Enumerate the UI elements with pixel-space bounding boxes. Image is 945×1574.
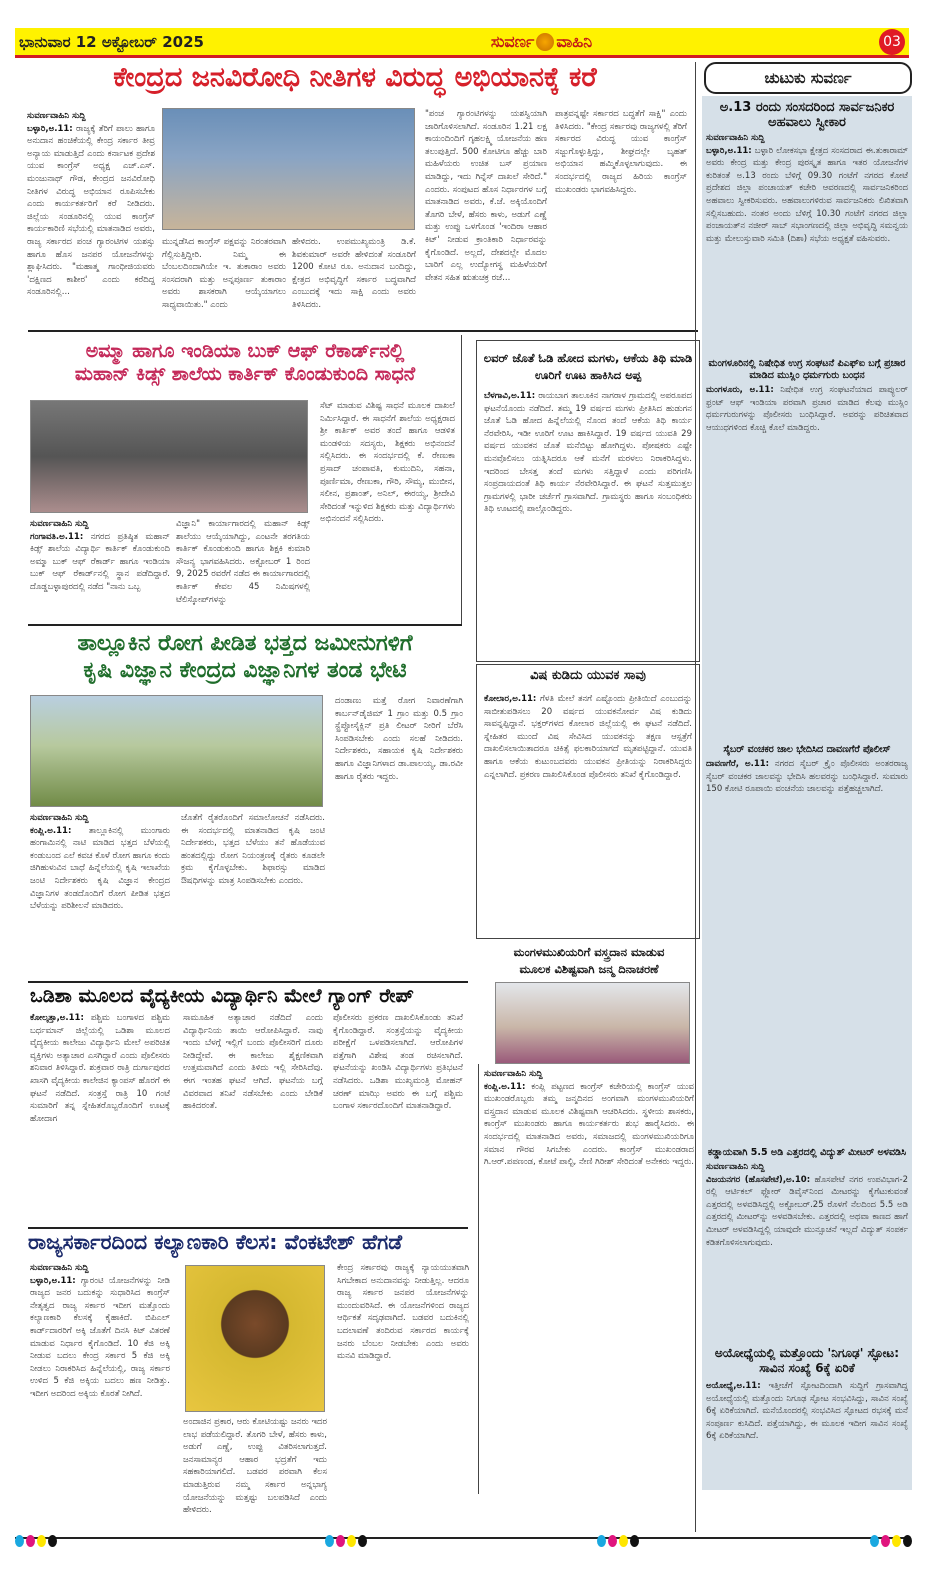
birthday-byline: ಸುವರ್ಣವಾಹಿನಿ ಸುದ್ದಿ bbox=[484, 1069, 543, 1079]
paddy-col-3: ದಂಡಾಣು ಮತ್ತೆ ರೋಗ ನಿವಾರಣೆಗಾಗಿ ಕಾರ್ಬನ್‌ಡೈಜಿಮ್ 1 ಗ್ರಾಂ ಮತ್ತು 0.5 ಗ್ರಾಂ ಸ್ಟ್ರೆಪ್ಟೋಸೈಕ್ಲಿನ್ ಪ್ರತಿ ಲೀಟರ್ ನೀರಿಗೆ ಬೆರೆಸಿ ಸಿಂಪಡಿಸಬೇಕು ಎಂದು ಸಲಹೆ ನೀಡಿದರು. ನಿರ್ದೇಶಕರು, ಸಹಾಯಕ ಕೃಷಿ ನಿರ್ದೇಶಕರು ಹಾಗೂ ವಿಜ್ಞಾನಿಗಳಾದ ಡಾ.ಪಾಲಯ್ಯ, ಡಾ.ರವೀ ಹಾಗೂ ರೈತರು ಇದ್ದರು. bbox=[335, 696, 463, 782]
birthday-headline-line-1: ಮಂಗಳಮುಖಿಯರಿಗೆ ವಸ್ತ್ರದಾನ ಮಾಡುವ bbox=[513, 945, 665, 959]
sidebar-story-3-body: ನಗರದ ಸೈಬರ್ ಕ್ರೈಂ ಪೊಲೀಸರು ಅಂತರರಾಜ್ಯ ಸೈಬರ್ ವಂಚಕರ ಜಾಲವನ್ನು ಭೇದಿಸಿ ಹಲವರನ್ನು ಬಂಧಿಸಿದ್ದಾರೆ. ಸುಮಾರು 150 ಕೋಟಿ ರೂಪಾಯಿ ವಂಚನೆಯ ಜಾಲವನ್ನು ಪತ್ತೆಹಚ್ಚಲಾಗಿದೆ. bbox=[706, 759, 908, 795]
odisha-headline: ಒಡಿಶಾ ಮೂಲದ ವೈದ್ಯಕೀಯ ವಿದ್ಯಾರ್ಥಿನಿ ಮೇಲೆ ಗ್ಯಾಂಗ್ ರೇಪ್ bbox=[30, 985, 414, 1007]
odisha-col-2: ಸಾಮೂಹಿಕ ಅತ್ಯಾಚಾರ ನಡೆದಿದೆ ಎಂದು ವಿದ್ಯಾರ್ಥಿನಿಯ ತಾಯಿ ಆರೋಪಿಸಿದ್ದಾರೆ. ನಾವು ಇಂದು ಬೆಳಗ್ಗೆ ಇಲ್ಲಿಗೆ ಬಂದು ಪೊಲೀಸರಿಗೆ ದೂರು ನೀಡಿದ್ದೇವೆ. ಈ ಕಾಲೇಜು ಶೈಕ್ಷಣಿಕವಾಗಿ ಉತ್ತಮವಾಗಿದೆ ಎಂದು ತಿಳಿದು ಇಲ್ಲಿ ಸೇರಿಸಿದೆವು. ಈಗ ಇಂತಹ ಘಟನೆ ಆಗಿದೆ. ಘಟನೆಯ ಬಗ್ಗೆ ವಿವರವಾದ ತನಿಖೆ ನಡೆಸಬೇಕು ಎಂದು ಬೇಡಿಕೆ ಹಾಕಿದರಂತೆ. bbox=[183, 1013, 323, 1112]
elopement-headline: ಲವರ್ ಜೊತೆ ಓಡಿ ಹೋದ ಮಗಳು, ಆಕೆಯ ತಿಥಿ ಮಾಡಿ ಊರಿಗೆ ಊಟ ಹಾಕಿಸಿದ ಅಪ್ಪ bbox=[483, 351, 693, 382]
registration-marks bbox=[870, 1535, 912, 1547]
lead-dateline: ಬಳ್ಳಾರಿ,ಅ.11: bbox=[27, 123, 73, 134]
lead-col-2: ಮುನ್ನಡೆಸಿದ ಕಾಂಗ್ರೆಸ್ ಪಕ್ಷವನ್ನು ನಿರಂತರವಾಗಿ ಗೆಲ್ಲಿಸುತ್ತಿದ್ದೀರಿ. ನಿಮ್ಮ ಈ ಬೆಂಬಲದಿಂದಾಗಿಯೇ ಇ. ತುಕಾರಾಂ ಅವರು ಸಂಸದರಾಗಿ ಮತ್ತು ಅನ್ನಪೂರ್ಣ ತುಕಾರಾಂ ಅವರು ಶಾಸಕರಾಗಿ ಆಯ್ಕೆಯಾಗಲು ಸಾಧ್ಯವಾಯಿತು." ಎಂದು bbox=[162, 237, 286, 310]
paddy-body-1: ತಾಲ್ಲೂಕಿನಲ್ಲಿ ಮುಂಗಾರು ಹಂಗಾಮಿನಲ್ಲಿ ನಾಟಿ ಮಾಡಿದ ಭತ್ತದ ಬೆಳೆಯಲ್ಲಿ ಕಂಡುಬಂದ ಎಲೆ ಕವಚ ಕೊಳೆ ರೋಗ ಹಾಗೂ ಕಂದು ಜಿಗಿಹುಳುವಿನ ಬಾಧೆ ಹಿನ್ನೆಲೆಯಲ್ಲಿ ಕೃಷಿ ಇಲಾಖೆಯ ಜಂಟಿ ನಿರ್ದೇಶಕರು ಕೃಷಿ ವಿಜ್ಞಾನ ಕೇಂದ್ರದ ವಿಜ್ಞಾನಿಗಳ ತಂಡದೊಂದಿಗೆ ರೋಗ ಪೀಡಿತ ಭತ್ತದ ಬೆಳೆಯನ್ನು ಪರಿಶೀಲನೆ ಮಾಡಿದರು. bbox=[30, 825, 170, 912]
elopement-dateline: ಬೆಳಗಾವಿ,ಅ.11: bbox=[484, 391, 536, 401]
records-body-1: ನಗರದ ಪ್ರತಿಷ್ಠಿತ ಮಹಾನ್ ಕಿಡ್ಸ್ ಶಾಲೆಯ ವಿದ್ಯಾರ್ಥಿ ಕಾರ್ತಿಕ್ ಕೊಂಡುಕುಂದಿ ಅಮ್ಮಾ ಬುಕ್ ಆಫ್ ರೆಕಾರ್ಡ್ ಹಾಗೂ ಇಂಡಿಯಾ ಬುಕ್ ಆಫ್ ರೆಕಾರ್ಡ್‌ನಲ್ಲಿ ಸ್ಥಾನ ಪಡೆದಿದ್ದಾರೆ. ದೊಡ್ಡಬಳ್ಳಾಪುರದಲ್ಲಿ ನಡೆದ "ನಾನು ಒಬ್ಬ bbox=[30, 531, 170, 592]
records-headline bbox=[30, 340, 460, 386]
sidebar-story-5-dateline: ಅಯೋಧ್ಯೆ,ಅ.11: bbox=[706, 1381, 761, 1391]
sidebar-story-2-dateline: ಮಂಗಳೂರು, ಅ.11: bbox=[706, 385, 774, 395]
odisha-body-1: ಪಶ್ಚಿಮ ಬಂಗಾಳದ ಪಶ್ಚಿಮ ಬರ್ಧಮಾನ್ ಜಿಲ್ಲೆಯಲ್ಲಿ ಒಡಿಶಾ ಮೂಲದ ವೈದ್ಯಕೀಯ ಕಾಲೇಜು ವಿದ್ಯಾರ್ಥಿನಿ ಮೇಲೆ ಅಪರಿಚಿತ ವ್ಯಕ್ತಿಗಳು ಅತ್ಯಾಚಾರ ಎಸಗಿದ್ದಾರೆ ಎಂದು ಪೊಲೀಸರು ಶನಿವಾರ ತಿಳಿಸಿದ್ದಾರೆ. ಶುಕ್ರವಾರ ರಾತ್ರಿ ದುರ್ಗಾಪುರದ ಖಾಸಗಿ ವೈದ್ಯಕೀಯ ಕಾಲೇಜಿನ ಕ್ಯಾಂಪಸ್ ಹೊರಗೆ ಈ ಘಟನೆ ನಡೆದಿದೆ. ಸಂತ್ರಸ್ತೆ ರಾತ್ರಿ 10 ಗಂಟೆ ಸುಮಾರಿಗೆ ತನ್ನ ಸ್ನೇಹಿತರೊಬ್ಬರೊಂದಿಗೆ ಊಟಕ್ಕೆ ಹೋದಾಗ bbox=[30, 1013, 170, 1124]
birthday-photo bbox=[495, 982, 690, 1064]
elopement-text: ರಾಯಬಾಗ ತಾಲೂಕಿನ ನಾಗರಾಳ ಗ್ರಾಮದಲ್ಲಿ ಅಪರೂಪದ ಘಟನೆಯೊಂದು ನಡೆದಿದೆ. ತಮ್ಮ 19 ವರ್ಷದ ಮಗಳು ಪ್ರೀತಿಸಿದ ಹುಡುಗನ ಜೊತೆ ಓಡಿ ಹೋದ ಹಿನ್ನೆಲೆಯಲ್ಲಿ ನೊಂದ ತಂದೆ ಆಕೆಯ ತಿಥಿ ಕಾರ್ಯ ನೆರವೇರಿಸಿ, ಇಡೀ ಊರಿಗೆ ಊಟ ಹಾಕಿಸಿದ್ದಾರೆ. 19 ವರ್ಷದ ಯುವತಿ 29 ವರ್ಷದ ಯುವಕನ ಜೊತೆ ಮನೆಬಿಟ್ಟು ಹೋಗಿದ್ದಳು. ಪೋಷಕರು ಎಷ್ಟೇ ಮನವೊಲಿಸಲು ಯತ್ನಿಸಿದರೂ ಆಕೆ ಮನೆಗೆ ಮರಳಲು ನಿರಾಕರಿಸಿದ್ದಳು. ಇದರಿಂದ ಬೇಸತ್ತ ತಂದೆ ಮಗಳು ಸತ್ತಿದ್ದಾಳೆ ಎಂದು ಪರಿಗಣಿಸಿ ಸಂಪ್ರದಾಯದಂತೆ ತಿಥಿ ಕಾರ್ಯ ನೆರವೇರಿಸಿದ್ದಾರೆ. ಈ ಘಟನೆ ಸುತ್ತಮುತ್ತಲ ಗ್ರಾಮಗಳಲ್ಲಿ ಭಾರೀ ಚರ್ಚೆಗೆ ಗ್ರಾಸವಾಗಿದೆ. ಗ್ರಾಮಸ್ಥರು ಹಾಗೂ ಸಂಬಂಧಿಕರು ತಿಥಿ ಊಟದಲ್ಲಿ ಪಾಲ್ಗೊಂಡಿದ್ದರು. bbox=[484, 391, 692, 515]
lead-col-5: ಪಾತ್ರವನ್ನಷ್ಟೇ ಸರ್ಕಾರದ ಬದ್ಧತೆಗೆ ಸಾಕ್ಷಿ" ಎಂದು ತಿಳಿಸಿದರು. "ಕೇಂದ್ರ ಸರ್ಕಾರವು ರಾಜ್ಯಗಳಲ್ಲಿ ತೆರಿಗೆ ಸರ್ಕಾರದ ವಿರುದ್ಧ ಯುವ ಕಾಂಗ್ರೆಸ್ ಸಜ್ಜುಗೊಳ್ಳುತ್ತಿದ್ದು, ಶೀಘ್ರದಲ್ಲೇ ಬೃಹತ್ ಅಭಿಯಾನ ಹಮ್ಮಿಕೊಳ್ಳಲಾಗುವುದು. ಈ ಸಂದರ್ಭದಲ್ಲಿ ರಾಜ್ಯದ ಹಿರಿಯ ಕಾಂಗ್ರೆಸ್ ಮುಖಂಡರು ಭಾಗವಹಿಸಿದ್ದರು. bbox=[555, 109, 687, 195]
sidebar-story-4-headline: ಕಡ್ಡಾಯವಾಗಿ 5.5 ಅಡಿ ಎತ್ತರದಲ್ಲಿ ವಿದ್ಯುತ್ ಮೀಟರ್ ಅಳವಡಿಸಿ bbox=[707, 1147, 907, 1158]
sidebar-story-4 bbox=[706, 1147, 908, 1331]
sidebar-story-2-body: ನಿಷೇಧಿತ ಉಗ್ರ ಸಂಘಟನೆಯಾದ ಪಾಪ್ಯುಲರ್ ಫ್ರಂಟ್ ಆಫ್ ಇಂಡಿಯಾ ಪರವಾಗಿ ಪ್ರಚಾರ ಮಾಡಿದ ಕೆಲವು ಮುಸ್ಲಿಂ ಧರ್ಮಗುರುಗಳನ್ನು ಪೊಲೀಸರು ಬಂಧಿಸಿದ್ದಾರೆ. ಅವರನ್ನು ಪರಿಚಿತವಾದ ಆಯುಧಗಳಿಂದ ಕೊಚ್ಚಿ ಕೊಲೆ ಮಾಡಿದ್ದರು. bbox=[706, 385, 908, 433]
paddy-photo bbox=[30, 695, 323, 807]
sidebar-story-3-headline: ಸೈಬರ್ ವಂಚಕರ ಜಾಲ ಭೇದಿಸಿದ ದಾವಣಗೆರೆ ಪೊಲೀಸ್ bbox=[723, 744, 891, 755]
paddy-col-1 bbox=[30, 812, 170, 972]
odisha-col-3: ಪೊಲೀಸರು ಪ್ರಕರಣ ದಾಖಲಿಸಿಕೊಂಡು ತನಿಖೆ ಕೈಗೊಂಡಿದ್ದಾರೆ. ಸಂತ್ರಸ್ತೆಯನ್ನು ವೈದ್ಯಕೀಯ ಪರೀಕ್ಷೆಗೆ ಒಳಪಡಿಸಲಾಗಿದೆ. ಆರೋಪಿಗಳ ಪತ್ತೆಗಾಗಿ ವಿಶೇಷ ತಂಡ ರಚಿಸಲಾಗಿದೆ. ಘಟನೆಯನ್ನು ಖಂಡಿಸಿ ವಿದ್ಯಾರ್ಥಿಗಳು ಪ್ರತಿಭಟನೆ ನಡೆಸಿದರು. ಒಡಿಶಾ ಮುಖ್ಯಮಂತ್ರಿ ಮೋಹನ್ ಚರಣ್ ಮಾಝಿ ಅವರು ಈ ಬಗ್ಗೆ ಪಶ್ಚಿಮ ಬಂಗಾಳ ಸರ್ಕಾರದೊಂದಿಗೆ ಮಾತನಾಡಿದ್ದಾರೆ. bbox=[333, 1013, 463, 1112]
divider bbox=[28, 981, 468, 983]
paddy-headline-line-1: ತಾಲ್ಲೂಕಿನ ರೋಗ ಪೀಡಿತ ಭತ್ತದ ಜಮೀನುಗಳಿಗೆ bbox=[77, 631, 413, 656]
odisha-col-1 bbox=[30, 1012, 170, 1217]
records-dateline: ಗಂಗಾವತಿ.ಅ.11: bbox=[30, 531, 84, 542]
registration-marks bbox=[325, 1535, 367, 1547]
sidebar-story-1-byline: ಸುವರ್ಣವಾಹಿನಿ ಸುದ್ದಿ bbox=[706, 133, 765, 143]
odisha-dateline: ಕೋಲ್ಕತ್ತಾ,ಅ.11: bbox=[30, 1013, 84, 1023]
sidebar-story-4-body: ಹೊಸಪೇಟೆ ನಗರ ಉಪವಿಭಾಗ-2 ರಲ್ಲಿ ಆರ್ಟಿಕಲ್ ಫ್ಲೋರ್ ಡಿವೈಸ್‌ನಿಂದ ಮೀಟರನ್ನು ಕೈಗೆಟುಕುವಂತೆ ಎತ್ತರದಲ್ಲಿ ಅಳವಡಿಸಿದ್ದಲ್ಲಿ ಅಕ್ಟೋಬರ್.25 ರೊಳಗೆ ನೆಲದಿಂದ 5.5 ಅಡಿ ಎತ್ತರದಲ್ಲಿ ಮೀಟರ್‌ನ್ನು ಅಳವಡಿಸಬೇಕು. ಎತ್ತರದಲ್ಲಿ ಅಥವಾ ಕಾಣದ ಹಾಗೆ ಮೀಟರ್ ಅಳವಡಿಸಿದ್ದಲ್ಲಿ ಯಾವುದೇ ಮುನ್ಸೂಚನೆ ಇಲ್ಲದೆ ವಿದ್ಯುತ್ ಸಂಪರ್ಕ ಕಡಿತಗೊಳಿಸಲಾಗುವುದು. bbox=[706, 1174, 908, 1248]
records-col-3: ಸೆಟ್ ಮಾಡುವ ವಿಶಿಷ್ಟ ಸಾಧನೆ ಮೂಲಕ ದಾಖಲೆ ನಿರ್ಮಿಸಿದ್ದಾರೆ. ಈ ಸಾಧನೆಗೆ ಶಾಲೆಯ ಅಧ್ಯಕ್ಷರಾದ ಶ್ರೀ ಕಾರ್ತಿಕ್ ಅವರ ತಂದೆ ಹಾಗೂ ಆಡಳಿತ ಮಂಡಳಿಯ ಸದಸ್ಯರು, ಶಿಕ್ಷಕರು ಅಭಿನಂದನೆ ಸಲ್ಲಿಸಿದರು. ಈ ಸಂದರ್ಭದಲ್ಲಿ ಕೆ. ರೇಣುಕಾ ಪ್ರಸಾದ್ ಚಂಪಾವತಿ, ಕುಮುದಿನಿ, ಸಹನಾ, ಪೂರ್ಣಿಮಾ, ರೇಣುಕಾ, ಗೌರಿ, ಸೌಮ್ಯ, ಮುಬೀನ, ಸಲೀನ, ಪ್ರಶಾಂತ್, ಅನಿಲ್, ಈರಯ್ಯ, ಶ್ರೀದೇವಿ ಸೇರಿದಂತೆ ಇನ್ನುಳಿದ ಶಿಕ್ಷಕರು ಮತ್ತು ವಿದ್ಯಾರ್ಥಿಗಳು ಅಭಿನಂದನೆ ಸಲ್ಲಿಸಿದರು. bbox=[320, 401, 455, 525]
paddy-dateline: ಕಂಪ್ಲಿ.ಅ.11: bbox=[30, 825, 72, 836]
issue-date: ಭಾನುವಾರ 12 ಅಕ್ಟೋಬರ್ 2025 bbox=[19, 32, 204, 51]
paddy-col-2: ಜೊತೆಗೆ ರೈತರೊಂದಿಗೆ ಸಮಾಲೋಚನೆ ನಡೆಸಿದರು. ಈ ಸಂದರ್ಭದಲ್ಲಿ ಮಾತನಾಡಿದ ಕೃಷಿ ಜಂಟಿ ನಿರ್ದೇಶಕರು, ಭತ್ತದ ಬೆಳೆಯು ತನೆ ಹೊಡೆಯುವ ಹಂತದಲ್ಲಿದ್ದು ರೋಗ ನಿಯಂತ್ರಣಕ್ಕೆ ರೈತರು ಕೂಡಲೇ ಕ್ರಮ ಕೈಗೊಳ್ಳಬೇಕು. ಶಿಫಾರಸ್ಸು ಮಾಡಿದ ಔಷಧಿಗಳನ್ನು ಮಾತ್ರ ಸಿಂಪಡಿಸಬೇಕು ಎಂದರು. bbox=[181, 813, 325, 886]
lead-photo bbox=[162, 108, 415, 230]
birthday-headline-line-2: ಮೂಲಕ ವಿಶಿಷ್ಟವಾಗಿ ಜನ್ಮ ದಿನಾಚರಣೆ bbox=[519, 962, 659, 976]
hegde-col-3: ಕೇಂದ್ರ ಸರ್ಕಾರವು ರಾಜ್ಯಕ್ಕೆ ನ್ಯಾಯಯುತವಾಗಿ ಸಿಗಬೇಕಾದ ಅನುದಾನವನ್ನು ನೀಡುತ್ತಿಲ್ಲ. ಆದರೂ ರಾಜ್ಯ ಸರ್ಕಾರ ಜನಪರ ಯೋಜನೆಗಳನ್ನು ಮುಂದುವರಿಸಿದೆ. ಈ ಯೋಜನೆಗಳಿಂದ ರಾಜ್ಯದ ಆರ್ಥಿಕತೆ ಸದೃಢವಾಗಿದೆ. ಬಡವರ ಬದುಕಿನಲ್ಲಿ ಬದಲಾವಣೆ ತಂದಿರುವ ಸರ್ಕಾರದ ಕಾರ್ಯಕ್ಕೆ ಜನರು ಬೆಂಬಲ ನೀಡಬೇಕು ಎಂದು ಅವರು ಮನವಿ ಮಾಡಿದ್ದಾರೆ. bbox=[337, 1263, 469, 1362]
hegde-headline: ರಾಜ್ಯಸರ್ಕಾರದಿಂದ ಕಲ್ಯಾಣಕಾರಿ ಕೆಲಸ: ವೆಂಕಟೇಶ್ ಹೆಗಡೆ bbox=[28, 1230, 403, 1254]
birthday-dateline: ಕಂಪ್ಲಿ.ಅ.11: bbox=[484, 1081, 526, 1092]
sidebar-story-1 bbox=[706, 100, 908, 360]
hegde-portrait bbox=[185, 1265, 325, 1412]
paddy-headline bbox=[30, 630, 460, 684]
birthday-text: ಕಂಪ್ಲಿ ಪಟ್ಟಣದ ಕಾಂಗ್ರೆಸ್ ಕಚೇರಿಯಲ್ಲಿ ಕಾಂಗ್ರೆಸ್ ಯುವ ಮುಖಂಡರೊಬ್ಬರು ತಮ್ಮ ಜನ್ಮದಿನದ ಅಂಗವಾಗಿ ಮಂಗಳಮುಖಿಯರಿಗೆ ವಸ್ತ್ರದಾನ ಮಾಡುವ ಮೂಲಕ ವಿಶಿಷ್ಟವಾಗಿ ಆಚರಿಸಿದರು. ಸ್ಥಳೀಯ ಶಾಸಕರು, ಕಾಂಗ್ರೆಸ್ ಮುಖಂಡರು ಹಾಗೂ ಕಾರ್ಯಕರ್ತರು ಶುಭ ಹಾರೈಸಿದರು. ಈ ಸಂದರ್ಭದಲ್ಲಿ ಮಾತನಾಡಿದ ಅವರು, ಸಮಾಜದಲ್ಲಿ ಮಂಗಳಮುಖಿಯರಿಗೂ ಸಮಾನ ಗೌರವ ಸಿಗಬೇಕು ಎಂದರು. ಕಾಂಗ್ರೆಸ್ ಮುಖಂಡರಾದ ಗಿ.ಆರ್.ಪಪಣಂಡ, ಕೋಟೆ ಪಾಲ್ಟಿ, ನೇಣಿ ಗಿರೀಶ್ ಸೇರಿದಂತೆ ಅನೇಕರು ಇದ್ದರು. bbox=[484, 1081, 694, 1168]
hegde-col-2: ಅಂದಾಜಿನ ಪ್ರಕಾರ, ಆರು ಕೋಟಿಯಷ್ಟು ಜನರು ಇದರ ಲಾಭ ಪಡೆಯಲಿದ್ದಾರೆ. ತೊಗರಿ ಬೇಳೆ, ಹೆಸರು ಕಾಳು, ಅಡುಗೆ ಎಣ್ಣೆ, ಉಪ್ಪು ವಿತರಿಸಲಾಗುತ್ತದೆ. ಜನಸಾಮಾನ್ಯರ ಆಹಾರ ಭದ್ರತೆಗೆ ಇದು ಸಹಕಾರಿಯಾಗಲಿದೆ. ಬಡವರ ಪರವಾಗಿ ಕೆಲಸ ಮಾಡುತ್ತಿರುವ ನಮ್ಮ ಸರ್ಕಾರ ಅನ್ನಭಾಗ್ಯ ಯೋಜನೆಯನ್ನು ಮತ್ತಷ್ಟು ಬಲಪಡಿಸಿದೆ ಎಂದು ಹೇಳಿದರು. bbox=[183, 1417, 327, 1516]
divider bbox=[461, 335, 462, 625]
divider bbox=[28, 330, 698, 332]
sidebar-story-3-dateline: ದಾವಣಗೆರೆ, ಅ.11: bbox=[706, 759, 770, 769]
divider bbox=[478, 1064, 479, 1494]
sidebar-story-4-dateline: ವಿಜಯನಗರ (ಹೊಸಪೇಟೆ),ಅ.10: bbox=[706, 1174, 811, 1185]
sidebar-story-2 bbox=[706, 358, 908, 709]
records-headline-line-1: ಅಮ್ಮಾ ಹಾಗೂ ಇಂಡಿಯಾ ಬುಕ್ ಆಫ್ ರೆಕಾರ್ಡ್‌ನಲ್ಲಿ bbox=[85, 340, 405, 362]
sidebar-story-1-headline: ಅ.13 ರಂದು ಸಂಸದರಿಂದ ಸಾರ್ವಜನಿಕರ ಅಹವಾಲು ಸ್ವೀಕಾರ bbox=[719, 100, 895, 130]
lead-col-1 bbox=[27, 110, 155, 324]
poison-headline: ವಿಷ ಕುಡಿದು ಯುವಕ ಸಾವು bbox=[530, 668, 646, 683]
masthead bbox=[15, 28, 909, 58]
sidebar-title: ಚುಟುಕು ಸುವರ್ಣ bbox=[704, 62, 912, 94]
lead-col-4: "ಪಂಚ ಗ್ಯಾರಂಟಿಗಳನ್ನು ಯಶಸ್ವಿಯಾಗಿ ಜಾರಿಗೊಳಿಸಲಾಗಿದೆ. ಸಂಡೂರಿನ 1.21 ಲಕ್ಷ ಕಾಯಂದಿಂದಿಗೆ ಗೃಹಲಕ್ಷ್ಮಿ ಯೋಜನೆಯ ಹಣ ತಲುಪುತ್ತಿದೆ. 500 ಕೋಟಿಗೂ ಹೆಚ್ಚು ಬಾರಿ ಮಹಿಳೆಯರು ಉಚಿತ ಬಸ್ ಪ್ರಯಾಣ ಮಾಡಿದ್ದು, ಇದು ಗಿನ್ನೆಸ್ ದಾಖಲೆ ಸೇರಿದೆ." ಎಂದರು. ಸಂಪುಟದ ಹೊಸ ನಿರ್ಧಾರಗಳ ಬಗ್ಗೆ ಮಾತನಾಡಿದ ಅವರು, ಕೆ.ಜೆ. ಅಕ್ಕಿಯೊಂದಿಗೆ ತೊಗರಿ ಬೇಳೆ, ಹೆಸರು ಕಾಳು, ಅಡುಗೆ ಎಣ್ಣೆ ಮತ್ತು ಉಪ್ಪು ಒಳಗೊಂಡ 'ಇಂದಿರಾ ಆಹಾರ ಕಿಟ್' ನೀಡುವ ಕ್ರಾಂತಿಕಾರಿ ನಿರ್ಧಾರವನ್ನು ಕೈಗೊಂಡಿದೆ. ಅಲ್ಲದೆ, ದೇಶದಲ್ಲೇ ಮೊದಲ ಬಾರಿಗೆ ಎಲ್ಲ ಉದ್ಯೋಗಸ್ಥ ಮಹಿಳೆಯರಿಗೆ ವೇತನ ಸಹಿತ ಋತುಚಕ್ರ ರಜೆ... bbox=[425, 109, 547, 283]
records-byline: ಸುವರ್ಣವಾಹಿನಿ ಸುದ್ದಿ bbox=[30, 519, 89, 529]
poison-dateline: ಕೋಲಾರ,ಅ.11: bbox=[484, 694, 537, 704]
sidebar-story-3 bbox=[706, 744, 908, 1153]
registration-marks bbox=[597, 1535, 639, 1547]
paddy-headline-line-2: ಕೃಷಿ ವಿಜ್ಞಾನ ಕೇಂದ್ರದ ವಿಜ್ಞಾನಿಗಳ ತಂಡ ಭೇಟಿ bbox=[83, 658, 407, 683]
hegde-byline: ಸುವರ್ಣವಾಹಿನಿ ಸುದ್ದಿ bbox=[30, 1263, 89, 1273]
divider bbox=[28, 1227, 468, 1229]
poison-text: ಗೆಳತಿ ಮೇಲೆ ತನಗೆ ಎಷ್ಟೊಂದು ಪ್ರೀತಿಯಿದೆ ಎಂಬುದನ್ನು ಸಾಬೀತುಪಡಿಸಲು 20 ವರ್ಷದ ಯುವಕನೋರ್ವ ವಿಷ ಕುಡಿದು ಸಾವನ್ನಪ್ಪಿದ್ದಾನೆ. ಭಕ್ತರ್‌ಗಳದ ಕೋಲಾರ ಜಿಲ್ಲೆಯಲ್ಲಿ ಈ ಘಟನೆ ನಡೆದಿದೆ. ಸ್ನೇಹಿತರ ಮುಂದೆ ವಿಷ ಸೇವಿಸಿದ ಯುವಕನನ್ನು ತಕ್ಷಣ ಆಸ್ಪತ್ರೆಗೆ ದಾಖಲಿಸಲಾಯಿತಾದರೂ ಚಿಕಿತ್ಸೆ ಫಲಕಾರಿಯಾಗದೆ ಮೃತಪಟ್ಟಿದ್ದಾನೆ. ಯುವತಿ ಹಾಗೂ ಆಕೆಯ ಕುಟುಂಬದವರು ಯುವಕನ ಪ್ರೀತಿಯನ್ನು ನಿರಾಕರಿಸಿದ್ದರು ಎನ್ನಲಾಗಿದೆ. ಪ್ರಕರಣ ದಾಖಲಿಸಿಕೊಂಡ ಪೊಲೀಸರು ತನಿಖೆ ಕೈಗೊಂಡಿದ್ದಾರೆ. bbox=[484, 694, 692, 780]
sidebar-story-5-body: ಇತ್ತೀಚೆಗೆ ಸ್ಫೋಟದಿಂದಾಗಿ ಸುದ್ದಿಗೆ ಗ್ರಾಸವಾಗಿದ್ದ ಅಯೋಧ್ಯೆಯಲ್ಲಿ ಮತ್ತೊಂದು ನಿಗೂಢ ಸ್ಫೋಟ ಸಂಭವಿಸಿದ್ದು, ಸಾವಿನ ಸಂಖ್ಯೆ 6ಕ್ಕೆ ಏರಿಕೆಯಾಗಿದೆ. ಮನೆಯೊಂದರಲ್ಲಿ ಸಂಭವಿಸಿದ ಸ್ಫೋಟದ ರಭಸಕ್ಕೆ ಮನೆ ಸಂಪೂರ್ಣ ಕುಸಿದಿದೆ. ಪತ್ತೆಯಾಗಿದ್ದು, ಈ ಮೂಲಕ ಇದೀಗ ಸಾವಿನ ಸಂಖ್ಯೆ 6ಕ್ಕೆ ಏರಿಕೆಯಾಗಿದೆ. bbox=[706, 1381, 908, 1442]
logo-right-text: ವಾಹಿನಿ bbox=[556, 31, 593, 51]
records-photo bbox=[30, 400, 308, 513]
sidebar-story-1-dateline: ಬಳ್ಳಾರಿ,ಅ.11: bbox=[706, 145, 752, 156]
sidebar-story-4-byline: ಸುವರ್ಣವಾಹಿನಿ ಸುದ್ದಿ bbox=[706, 1162, 765, 1172]
elopement-body bbox=[484, 390, 692, 656]
paddy-byline: ಸುವರ್ಣವಾಹಿನಿ ಸುದ್ದಿ bbox=[30, 813, 89, 823]
logo-left-text: ಸುವರ್ಣ bbox=[490, 31, 535, 51]
sidebar-story-5 bbox=[706, 1346, 908, 1515]
birthday-headline bbox=[484, 944, 694, 978]
lead-col-3: ಹೇಳಿದರು. ಉಪಮುಖ್ಯಮಂತ್ರಿ ಡಿ.ಕೆ. ಶಿವಕುಮಾರ್ ಅವರೇ ಹೇಳಿದಂತೆ ಸಂಡೂರಿಗೆ 1200 ಕೋಟಿ ರೂ. ಅನುದಾನ ಬಂದಿದ್ದು, ಕ್ಷೇತ್ರದ ಅಭಿವೃದ್ಧಿಗೆ ಸರ್ಕಾರ ಬದ್ಧವಾಗಿದೆ ಎಂಬುದಕ್ಕೆ ಇದು ಸಾಕ್ಷಿ ಎಂದು ಅವರು ತಿಳಿಸಿದರು. bbox=[292, 237, 416, 310]
birthday-body bbox=[484, 1068, 694, 1526]
divider bbox=[28, 624, 462, 626]
hegde-col-1 bbox=[30, 1262, 170, 1532]
poison-body bbox=[484, 693, 692, 933]
page-number: 03 bbox=[879, 29, 905, 55]
column-divider bbox=[695, 62, 696, 1532]
lead-body-1: ರಾಜ್ಯಕ್ಕೆ ತೆರಿಗೆ ಪಾಲು ಹಾಗೂ ಅನುದಾನ ಹಂಚಿಕೆಯಲ್ಲಿ ಕೇಂದ್ರ ಸರ್ಕಾರ ತೀವ್ರ ಅನ್ಯಾಯ ಮಾಡುತ್ತಿದೆ ಎಂದು ಕರ್ನಾಟಕ ಪ್ರದೇಶ ಯುವ ಕಾಂಗ್ರೆಸ್ ಅಧ್ಯಕ್ಷ ಎಚ್.ಎಸ್. ಮಂಜುನಾಥ್ ಗೌಡ, ಕೇಂದ್ರದ ಜನವಿರೋಧಿ ನೀತಿಗಳ ವಿರುದ್ಧ ಅಭಿಯಾನ ರೂಪಿಸಬೇಕು ಎಂದು ಕಾರ್ಯಕರ್ತರಿಗೆ ಕರೆ ನೀಡಿದರು. ಜಿಲ್ಲೆಯ ಸಂಡೂರಿನಲ್ಲಿ ಯುವ ಕಾಂಗ್ರೆಸ್ ಕಾರ್ಯಕಾರಿಣಿ ಸಭೆಯಲ್ಲಿ ಮಾತನಾಡಿದ ಅವರು, ರಾಜ್ಯ ಸರ್ಕಾರದ ಪಂಚ ಗ್ಯಾರಂಟಿಗಳ ಯಶಸ್ಸು ಹಾಗೂ ಹೊಸ ಜನಪರ ಯೋಜನೆಗಳನ್ನು ಶ್ಲಾಘಿಸಿದರು. "ಮಹಾತ್ಮ ಗಾಂಧೀಜಿಯವರು 'ದಕ್ಷಿಣದ ಕಾಶೀರ' ಎಂದು ಕರೆದಿದ್ದ ಸಂಡೂರಿನಲ್ಲಿ... bbox=[27, 123, 155, 298]
newspaper-logo bbox=[491, 32, 592, 52]
sidebar-story-1-body: ಬಳ್ಳಾರಿ ಲೋಕಸಭಾ ಕ್ಷೇತ್ರದ ಸಂಸದರಾದ ಈ.ತುಕಾರಾಮ್ ಅವರು ಕೇಂದ್ರ ಮತ್ತು ಕೇಂದ್ರ ಪುರಸ್ಕೃತ ಹಾಗೂ ಇತರ ಯೋಜನೆಗಳ ಕುರಿತಂತೆ ಅ.13 ರಂದು ಬೆಳಿಗ್ಗೆ 09.30 ಗಂಟೆಗೆ ನಗರದ ಕೋಟೆ ಪ್ರದೇಶದ ಜಿಲ್ಲಾ ಪಂಚಾಯತ್ ಕಚೇರಿ ಆವರಣದಲ್ಲಿ ಸಾರ್ವಜನಿಕರಿಂದ ಅಹವಾಲು ಸ್ವೀಕರಿಸುವರು. ಅಹವಾಲುಗಳಿರುವ ಸಾರ್ವಜನಿಕರು ಲಿಖಿತವಾಗಿ ಸಲ್ಲಿಸಬಹುದು. ನಂತರ ಅಂದು ಬೆಳಿಗ್ಗೆ 10.30 ಗಂಟೆಗೆ ನಗರದ ಜಿಲ್ಲಾ ಪಂಚಾಯತ್‌ನ ನಜೀರ್ ಸಾಬ್ ಸಭಾಂಗಣದಲ್ಲಿ ಜಿಲ್ಲಾ ಅಭಿವೃದ್ಧಿ ಸಮನ್ವಯ ಮತ್ತು ಮೇಲುಸ್ತುವಾರಿ ಸಮಿತಿ (ದಿಶಾ) ಸಭೆಯ ಅಧ್ಯಕ್ಷತೆ ವಹಿಸುವರು. bbox=[706, 145, 908, 244]
lead-byline: ಸುವರ್ಣವಾಹಿನಿ ಸುದ್ದಿ bbox=[27, 111, 86, 121]
hegde-dateline: ಬಳ್ಳಾರಿ,ಅ.11: bbox=[30, 1275, 76, 1286]
lead-headline: ಕೇಂದ್ರದ ಜನವಿರೋಧಿ ನೀತಿಗಳ ವಿರುದ್ಧ ಅಭಿಯಾನಕ್ಕೆ ಕರೆ bbox=[113, 62, 597, 93]
registration-marks bbox=[15, 1535, 57, 1547]
hegde-body-1: ಗ್ಯಾರಂಟಿ ಯೋಜನೆಗಳನ್ನು ನೀಡಿ ರಾಜ್ಯದ ಜನರ ಬದುಕನ್ನು ಸುಧಾರಿಸಿದ ಕಾಂಗ್ರೆಸ್ ನೇತೃತ್ವದ ರಾಜ್ಯ ಸರ್ಕಾರ ಇದೀಗ ಮತ್ತೊಂದು ಕಲ್ಯಾಣಕಾರಿ ಕೆಲಸಕ್ಕೆ ಕೈಹಾಕಿದೆ. ಬಿಪಿಎಲ್ ಕಾರ್ಡ್‌ದಾರರಿಗೆ ಅಕ್ಕಿ ಜೊತೆಗೆ ದಿನಸಿ ಕಿಟ್ ವಿತರಣೆ ಮಾಡುವ ನಿರ್ಧಾರ ಕೈಗೊಂಡಿದೆ. 10 ಕೆಜಿ ಅಕ್ಕಿ ನೀಡುವ ಬದಲು ಕೇಂದ್ರ ಸರ್ಕಾರ 5 ಕೆಜಿ ಅಕ್ಕಿ ನೀಡಲು ನಿರಾಕರಿಸಿದ ಹಿನ್ನೆಲೆಯಲ್ಲಿ, ರಾಜ್ಯ ಸರ್ಕಾರ ಉಳಿದ 5 ಕೆಜಿ ಅಕ್ಕಿಯ ಬದಲು ಹಣ ನೀಡಿತ್ತು. ಇದೀಗ ಅದರಿಂದ ಅಕ್ಕಿಯ ಕೊರತೆ ನೀಗಿದೆ. bbox=[30, 1275, 170, 1399]
sun-logo-icon bbox=[536, 33, 554, 51]
records-col-2: ವಿಜ್ಞಾನಿ" ಕಾರ್ಯಾಗಾರದಲ್ಲಿ ಮಹಾನ್ ಕಿಡ್ಸ್ ಶಾಲೆಯು ಆಯ್ಕೆಯಾಗಿದ್ದು, ಎಂಟನೇ ತರಗತಿಯ ಕಾರ್ತಿಕ್ ಕೊಂಡುಕುಂದಿ ಹಾಗೂ ಶಿಕ್ಷಕಿ ಕುಮಾರಿ ಸೌಜನ್ಯ ಭಾಗವಹಿಸಿದರು. ಅಕ್ಟೋಬರ್ 1 ರಿಂದ 9, 2025 ರವರೆಗೆ ನಡೆದ ಈ ಕಾರ್ಯಾಗಾರದಲ್ಲಿ ಕಾರ್ತಿಕ್ ಕೇವಲ 45 ನಿಮಿಷಗಳಲ್ಲಿ ಟೆಲಿಸ್ಕೋಪ್‌ಗಳನ್ನು bbox=[176, 519, 310, 605]
sidebar-story-5-headline: ಅಯೋಧ್ಯೆಯಲ್ಲಿ ಮತ್ತೊಂದು 'ನಿಗೂಢ' ಸ್ಫೋಟ: ಸಾವಿನ ಸಂಖ್ಯೆ 6ಕ್ಕೆ ಏರಿಕೆ bbox=[714, 1346, 900, 1375]
sidebar-story-2-headline: ಮಂಗಳೂರಿನಲ್ಲಿ ನಿಷೇಧಿತ ಉಗ್ರ ಸಂಘಟನೆ ಪಿಎಫ್‌ಐ ಬಗ್ಗೆ ಪ್ರಚಾರ ಮಾಡಿದ ಮುಸ್ಲಿಂ ಧರ್ಮಗುರು ಬಂಧನ bbox=[708, 358, 906, 381]
records-col-1 bbox=[30, 518, 170, 618]
footer-rule bbox=[15, 1537, 909, 1539]
records-headline-line-2: ಮಹಾನ್ ಕಿಡ್ಸ್ ಶಾಲೆಯ ಕಾರ್ತಿಕ್ ಕೊಂಡುಕುಂದಿ ಸಾಧನೆ bbox=[74, 362, 416, 385]
